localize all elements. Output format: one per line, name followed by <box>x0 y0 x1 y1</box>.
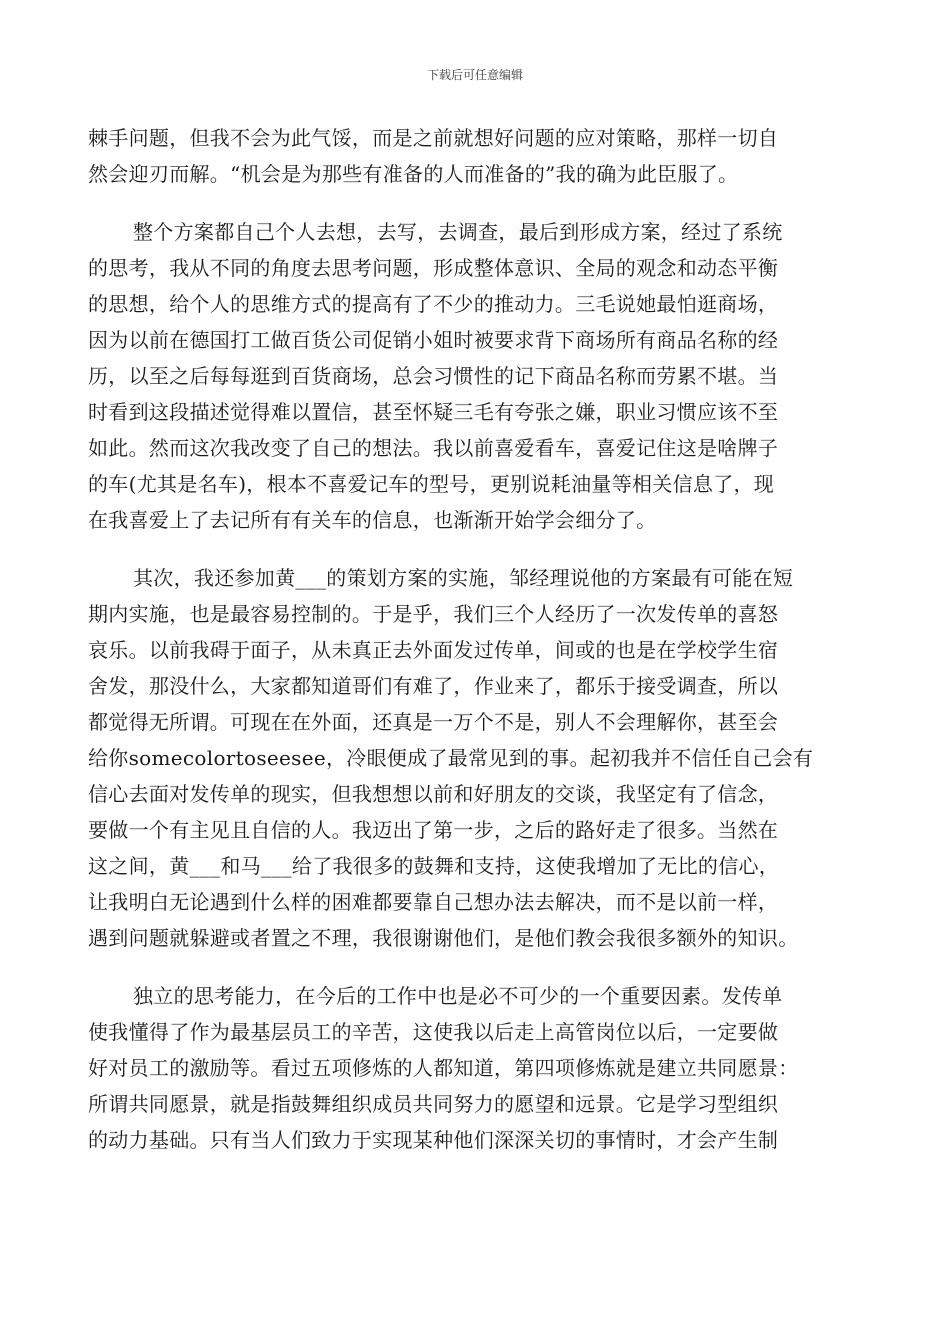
text-line: 如此。然而这次我改变了自己的想法。我以前喜爱看车，喜爱记住这是啥牌子 <box>88 436 779 460</box>
paragraph <box>88 120 868 192</box>
text-line: 信心去面对发传单的现实，但我想想以前和好朋友的交谈，我坚定有了信念， <box>88 782 779 806</box>
text-line: 时看到这段描述觉得难以置信，甚至怀疑三毛有夸张之嫌，职业习惯应该不至 <box>88 400 779 424</box>
text-line: 的车(尤其是名车)，根本不喜爱记车的型号，更别说耗油量等相关信息了，现 <box>88 472 775 496</box>
text-line: 的思想，给个人的思维方式的提高有了不少的推动力。三毛说她最怕逛商场， <box>88 292 779 316</box>
text-line: 然会迎刃而解。“机会是为那些有准备的人而准备的”我的确为此臣服了。 <box>88 162 739 186</box>
paragraph <box>88 978 868 1158</box>
text-line: 棘手问题，但我不会为此气馁，而是之前就想好问题的应对策略，那样一切自 <box>88 126 779 150</box>
text-line: 的思考，我从不同的角度去思考问题，形成整体意识、全局的观念和动态平衡 <box>88 256 779 280</box>
text-line: 其次，我还参加黄___的策划方案的实施，邹经理说他的方案最有可能在短 <box>133 566 794 590</box>
text-line: 的动力基础。只有当人们致力于实现某种他们深深关切的事情时，才会产生制 <box>88 1128 779 1152</box>
text-line: 这之间，黄___和马___给了我很多的鼓舞和支持，这使我增加了无比的信心， <box>88 854 780 878</box>
text-line: 在我喜爱上了去记所有有关车的信息，也渐渐开始学会细分了。 <box>88 508 657 532</box>
text-line: 遇到问题就躲避或者置之不理，我很谢谢他们，是他们教会我很多额外的知识。 <box>88 926 799 950</box>
text-line: 让我明白无论遇到什么样的困难都要靠自己想办法去解决，而不是以前一样， <box>88 890 779 914</box>
text-line: 要做一个有主见且自信的人。我迈出了第一步，之后的路好走了很多。当然在 <box>88 818 779 842</box>
text-line: 因为以前在德国打工做百货公司促销小姐时被要求背下商场所有商品名称的经 <box>88 328 779 352</box>
text-line: 整个方案都自己个人去想，去写，去调查，最后到形成方案，经过了系统 <box>133 220 783 244</box>
text-line: 哀乐。以前我碍于面子，从未真正去外面发过传单，间或的也是在学校学生宿 <box>88 638 779 662</box>
text-line: 使我懂得了作为最基层员工的辛苦，这使我以后走上高管岗位以后，一定要做 <box>88 1020 779 1044</box>
text-line: 舍发，那没什么，大家都知道哥们有难了，作业来了，都乐于接受调查，所以 <box>88 674 779 698</box>
text-line: 给你somecolortoseesee，冷眼便成了最常见到的事。起初我并不信任自己会有 <box>88 746 814 770</box>
text-line: 历，以至之后每每逛到百货商场，总会习惯性的记下商品名称而劳累不堪。当 <box>88 364 779 388</box>
document-body <box>88 120 868 1180</box>
paragraph <box>88 214 868 538</box>
text-line: 都觉得无所谓。可现在在外面，还真是一万个不是，别人不会理解你，甚至会 <box>88 710 779 734</box>
paragraph <box>88 560 868 956</box>
text-line: 所谓共同愿景，就是指鼓舞组织成员共同努力的愿望和远景。它是学习型组织 <box>88 1092 779 1116</box>
text-line: 独立的思考能力，在今后的工作中也是必不可少的一个重要因素。发传单 <box>133 984 783 1008</box>
text-line: 好对员工的激励等。看过五项修炼的人都知道，第四项修炼就是建立共同愿景： <box>88 1056 799 1080</box>
page-header: 下载后可任意编辑 <box>426 68 523 82</box>
text-line: 期内实施，也是最容易控制的。于是乎，我们三个人经历了一次发传单的喜怒 <box>88 602 779 626</box>
